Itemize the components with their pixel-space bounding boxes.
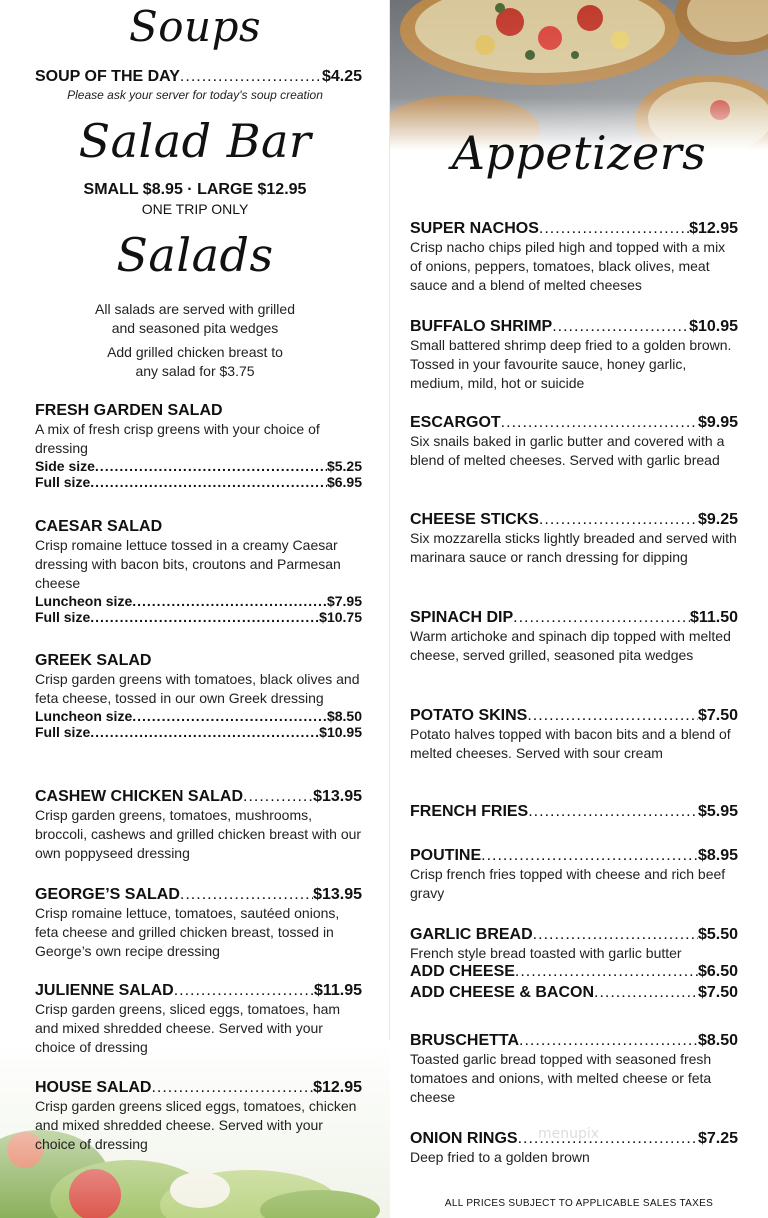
menu-item-georges-salad	[35, 886, 362, 961]
leader-dots	[519, 1032, 698, 1050]
item-description: Crisp nacho chips piled high and topped with a mix of onions, peppers, tomatoes, black olives, meat sauce and a blend of melted cheeses	[410, 239, 726, 293]
size-label: Luncheon size	[35, 708, 133, 724]
menu-item-french-fries	[410, 803, 738, 821]
item-price: $12.95	[313, 1079, 362, 1096]
salads-intro-pita	[0, 300, 390, 338]
size-label: Side size	[35, 458, 95, 474]
leader-dots	[132, 708, 327, 724]
item-description: Six snails baked in garlic butter and covered with a blend of melted cheeses. Served with garlic bread	[410, 433, 725, 468]
leader-dots	[539, 511, 698, 529]
item-description: Crisp garden greens sliced eggs, tomatoes, chicken and mixed shredded cheese. Served with your choice of dressing	[35, 1098, 357, 1152]
size-price: $7.95	[326, 593, 362, 609]
menu-item-poutine	[410, 847, 738, 903]
leader-dots	[594, 984, 698, 1002]
item-description: A mix of fresh crisp greens with your choice of dressing	[35, 421, 320, 456]
item-price: $11.50	[689, 609, 738, 626]
item-price: $13.95	[313, 788, 362, 805]
leader-dots	[527, 707, 698, 725]
leader-dots	[180, 68, 322, 86]
item-description: Crisp romaine lettuce, tomatoes, sautéed onions, feta cheese and grilled chicken breast, tossed in George’s own recipe dressing	[35, 905, 340, 959]
item-price: $7.50	[697, 984, 738, 1001]
item-description: Warm artichoke and spinach dip topped with melted cheese, served grilled, seasoned pita wedges	[410, 628, 731, 663]
salads-heading: Salads	[116, 228, 274, 282]
intro-line: All salads are served with grilled	[95, 301, 295, 317]
size-price: $10.75	[319, 609, 362, 625]
leader-dots	[481, 847, 698, 865]
leader-dots	[174, 982, 314, 1000]
leader-dots	[552, 318, 689, 336]
watermark: menupix	[538, 1126, 600, 1142]
leader-dots	[95, 458, 327, 474]
item-price: $10.95	[689, 318, 738, 335]
leader-dots	[90, 474, 327, 490]
item-name: FRENCH FRIES	[410, 803, 529, 820]
salads-intro-chicken	[0, 343, 390, 381]
size-label: Full size	[35, 609, 91, 625]
leader-dots	[513, 609, 690, 627]
item-price: $8.50	[697, 1032, 738, 1049]
item-price: $6.50	[697, 963, 738, 980]
item-description: Toasted garlic bread topped with seasoned fresh tomatoes and onions, with melted cheese or feta cheese	[410, 1051, 712, 1105]
size-price: $8.50	[326, 708, 362, 724]
menu-item-house-salad	[35, 1079, 362, 1154]
item-description: Potato halves topped with bacon bits and a blend of melted cheeses. Served with sour cream	[410, 726, 731, 761]
item-name: GEORGE’S SALAD	[35, 886, 180, 903]
item-price: $13.95	[313, 886, 362, 903]
leader-dots	[501, 414, 698, 432]
menu-item-spinach-dip	[410, 609, 738, 665]
tax-footer: ALL PRICES SUBJECT TO APPLICABLE SALES TAXES	[444, 1198, 714, 1209]
soups-heading: Soups	[128, 2, 262, 51]
leader-dots	[528, 803, 698, 821]
item-price: $11.95	[313, 982, 362, 999]
item-description: Crisp french fries topped with cheese and rich beef gravy	[410, 866, 726, 901]
item-name: CHEESE STICKS	[410, 511, 539, 528]
salad-bar-heading: Salad Bar	[78, 114, 312, 168]
menu-item-potato-skins	[410, 707, 738, 763]
menu-item-super-nachos	[410, 220, 738, 295]
intro-line: any salad for $3.75	[135, 363, 255, 379]
item-name: HOUSE SALAD	[35, 1079, 152, 1096]
menu-item-fresh-garden-salad	[35, 402, 362, 490]
size-label: Full size	[35, 724, 91, 740]
menu-item-caesar-salad	[35, 518, 362, 625]
menu-item-cheese-sticks	[410, 511, 738, 567]
menu-item-buffalo-shrimp	[410, 318, 738, 393]
leader-dots	[533, 926, 698, 944]
leader-dots	[151, 1079, 313, 1097]
item-name: BUFFALO SHRIMP	[410, 318, 553, 335]
item-name: JULIENNE SALAD	[35, 982, 174, 999]
item-name: ADD CHEESE	[410, 963, 515, 980]
menu-item-bruschetta	[410, 1032, 738, 1107]
menu-item-escargot	[410, 414, 738, 470]
item-name: POTATO SKINS	[410, 707, 528, 724]
leader-dots	[90, 724, 319, 740]
item-name: POUTINE	[410, 847, 482, 864]
leader-dots	[515, 963, 698, 981]
menu-item-julienne-salad	[35, 982, 362, 1057]
salad-bar-prices: SMALL $8.95 · LARGE $12.95	[83, 181, 307, 198]
item-price: $7.50	[697, 707, 738, 724]
item-price: $9.95	[697, 414, 738, 431]
item-description: Deep fried to a golden brown	[410, 1149, 590, 1165]
item-description: Crisp garden greens, tomatoes, mushrooms, broccoli, cashews and grilled chicken breast with our own poppyseed dressing	[35, 807, 362, 861]
item-description: Six mozzarella sticks lightly breaded and served with marinara sauce or ranch dressing for dipping	[410, 530, 737, 565]
leader-dots	[243, 788, 313, 806]
item-name: CAESAR SALAD	[35, 518, 163, 535]
size-label: Full size	[35, 474, 91, 490]
item-name: ADD CHEESE & BACON	[410, 984, 595, 1001]
intro-line: and seasoned pita wedges	[111, 320, 279, 336]
appetizers-heading: Appetizers	[451, 126, 707, 180]
size-price: $6.95	[326, 474, 362, 490]
item-name: SUPER NACHOS	[410, 220, 539, 237]
item-name: FRESH GARDEN SALAD	[35, 402, 223, 419]
menu-item-cashew-chicken-salad	[35, 788, 362, 863]
item-name: GARLIC BREAD	[410, 926, 533, 943]
leader-dots	[90, 609, 319, 625]
soup-of-the-day	[35, 68, 362, 86]
item-description: Crisp romaine lettuce tossed in a creamy Caesar dressing with bacon bits, croutons and Parmesan cheese	[35, 537, 341, 591]
item-description: Crisp garden greens, sliced eggs, tomatoes, ham and mixed shredded cheese. Served with your choice of dressing	[35, 1001, 341, 1055]
item-name: SOUP OF THE DAY	[35, 68, 180, 85]
size-label: Luncheon size	[35, 593, 133, 609]
item-name: ONION RINGS	[410, 1130, 518, 1147]
item-name: GREEK SALAD	[35, 652, 152, 669]
size-price: $5.25	[326, 458, 362, 474]
menu-item-garlic-bread	[410, 926, 738, 1002]
item-name: BRUSCHETTA	[410, 1032, 520, 1049]
leader-dots	[180, 886, 313, 904]
item-name: ESCARGOT	[410, 414, 501, 431]
size-price: $10.95	[319, 724, 362, 740]
soup-note: Please ask your server for today's soup creation	[67, 88, 323, 102]
menu-item-greek-salad	[35, 652, 362, 740]
salad-bar-note: ONE TRIP ONLY	[141, 201, 249, 217]
item-price: $7.25	[697, 1130, 738, 1147]
item-description: Crisp garden greens with tomatoes, black olives and feta cheese, tossed in our own Greek dressing	[35, 671, 360, 706]
item-price: $12.95	[689, 220, 738, 237]
item-price: $5.95	[697, 803, 738, 820]
intro-line: Add grilled chicken breast to	[107, 344, 283, 360]
item-description: French style bread toasted with garlic butter	[410, 945, 682, 961]
item-price: $9.25	[697, 511, 738, 528]
leader-dots	[539, 220, 689, 238]
item-price: $5.50	[697, 926, 738, 943]
item-name: CASHEW CHICKEN SALAD	[35, 788, 243, 805]
leader-dots	[132, 593, 327, 609]
item-price: $8.95	[697, 847, 738, 864]
item-description: Small battered shrimp deep fried to a golden brown. Tossed in your favourite sauce, honey garlic, medium, mild, hot or suicide	[410, 337, 732, 391]
item-price: $4.25	[321, 68, 362, 85]
item-name: SPINACH DIP	[410, 609, 514, 626]
